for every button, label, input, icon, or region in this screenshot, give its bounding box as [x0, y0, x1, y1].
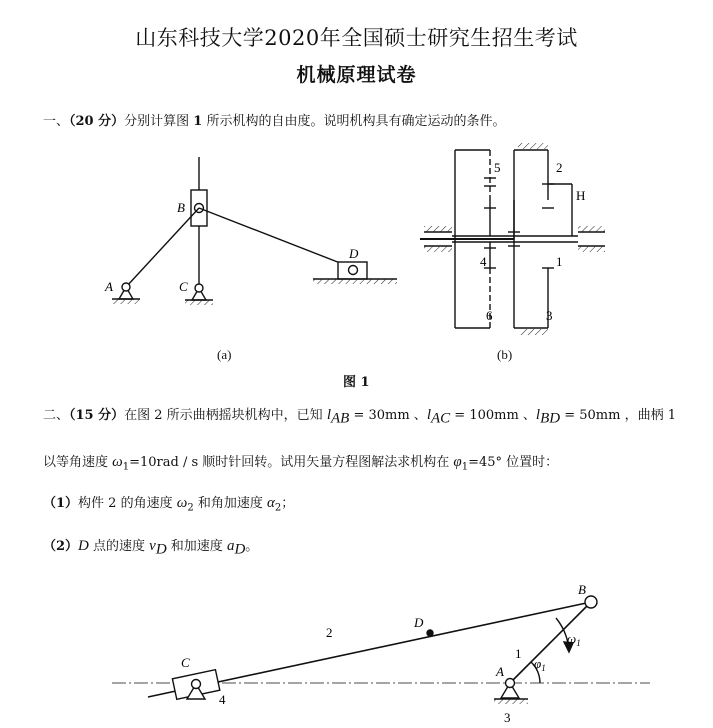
alpha2-symbol: α	[266, 495, 275, 511]
fig2-phi-label: $\varphi_1$	[534, 656, 546, 673]
vd-symbol: v	[149, 538, 156, 554]
fig2-label-c: C	[181, 655, 190, 670]
fig1a-label-c: C	[179, 279, 188, 294]
omega2-subscript: 2	[187, 502, 194, 514]
fig1a-ground-hatch-d	[313, 279, 397, 284]
question-2-sub-1	[43, 492, 294, 514]
question-2-line1-pre: 在图 2 所示曲柄摇块机构中，已知	[124, 408, 327, 423]
fig2-label-a: A	[496, 664, 504, 679]
sub-1-text: 构件 2 的角速度	[78, 496, 177, 511]
fig2-label-4: 3	[504, 710, 511, 725]
l-ab-symbol: l	[326, 407, 331, 423]
fig1a-pivot-c	[185, 284, 213, 305]
point-d-symbol: D	[78, 538, 89, 554]
l-bd-subscript: BD	[540, 410, 561, 427]
fig2-omega-label: $\omega_1$	[567, 631, 581, 648]
question-1-text-post: 所示机构的自由度。说明机构具有确定运动的条件。	[202, 114, 506, 129]
fig1b-label-3: 3	[546, 308, 553, 323]
figure-1a	[112, 157, 397, 305]
fig2-label-3: 4	[219, 692, 226, 707]
exam-title: 山东科技大学2020年全国硕士研究生招生考试	[135, 26, 578, 50]
omega2-symbol: ω	[176, 495, 188, 511]
question-2-number: 二、	[43, 408, 70, 423]
fig2-pivot-a	[494, 679, 528, 705]
figure-1b-caption: (b)	[497, 347, 513, 362]
question-2-line-2	[43, 451, 558, 473]
omega1-symbol: ω	[112, 454, 123, 470]
sub-2-end: 。	[245, 539, 259, 554]
question-2-line2-post: =45° 位置时：	[468, 455, 559, 470]
fig1a-label-b: B	[177, 200, 185, 215]
fig1a-joint-d	[349, 266, 358, 275]
phi1-symbol: φ	[453, 454, 462, 470]
l-bd-value: = 50mm ，曲柄 1	[560, 408, 676, 423]
fig1b-label-4: 4	[480, 254, 487, 269]
question-2-points: （15 分）	[69, 408, 125, 423]
vd-subscript: D	[155, 541, 167, 558]
phi1-subscript: 1	[461, 461, 469, 473]
fig2-joint-b	[585, 596, 597, 608]
alpha2-subscript: 2	[274, 502, 282, 514]
question-2-line2-mid: =10rad / s 顺时针回转。试用矢量方程图解法求机构在	[129, 455, 454, 470]
fig2-label-b: B	[578, 582, 586, 597]
question-1-number: 一、	[43, 114, 70, 129]
exam-subtitle: 机械原理试卷	[296, 64, 417, 86]
fig1b-label-6: 6	[486, 308, 493, 323]
sub-2-mid: 和加速度	[166, 539, 227, 554]
figure-1b	[420, 143, 605, 335]
sub-1-number: （1）	[43, 496, 79, 511]
l-bd-symbol: l	[535, 407, 541, 423]
l-ac-value: = 100mm 、	[450, 408, 536, 423]
fig2-point-d	[427, 630, 433, 636]
fig1b-label-1: 1	[556, 254, 563, 269]
question-1-fig-ref: 1	[193, 114, 203, 129]
fig1a-link-ab	[126, 208, 199, 287]
question-2-line2-pre: 以等角速度	[43, 455, 113, 470]
fig1a-label-a: A	[105, 279, 113, 294]
question-2-sub-2	[43, 535, 258, 559]
fig1b-label-h: H	[576, 188, 586, 203]
fig1a-label-d: D	[349, 246, 359, 261]
l-ac-symbol: l	[426, 407, 431, 423]
figure-1-label: 图 1	[343, 375, 370, 390]
question-1-text-pre: 分别计算图	[124, 114, 194, 129]
question-2-line-1	[43, 404, 676, 428]
fig2-label-1: 1	[515, 646, 522, 661]
ad-subscript: D	[234, 541, 246, 558]
sub-1-end: ；	[281, 496, 295, 511]
figure-1a-caption: (a)	[217, 347, 232, 362]
omega1-subscript: 1	[122, 461, 130, 473]
sub-1-mid: 和角加速度	[193, 496, 267, 511]
sub-2-number: （2）	[43, 539, 79, 554]
fig2-label-d: D	[414, 615, 424, 630]
l-ab-value: = 30mm 、	[349, 408, 427, 423]
l-ac-subscript: AC	[430, 410, 451, 427]
fig1b-label-5: 5	[494, 160, 501, 175]
l-ab-subscript: AB	[330, 410, 350, 427]
sub-2-text: 点的速度	[88, 539, 150, 554]
figure-2	[112, 596, 650, 704]
fig1b-label-2: 2	[556, 160, 563, 175]
fig1a-link-bd	[199, 208, 353, 268]
question-1-points: （20 分）	[69, 114, 125, 129]
ad-symbol: a	[226, 538, 235, 554]
fig2-label-2: 2	[326, 625, 333, 640]
fig1a-pivot-a	[112, 283, 140, 304]
